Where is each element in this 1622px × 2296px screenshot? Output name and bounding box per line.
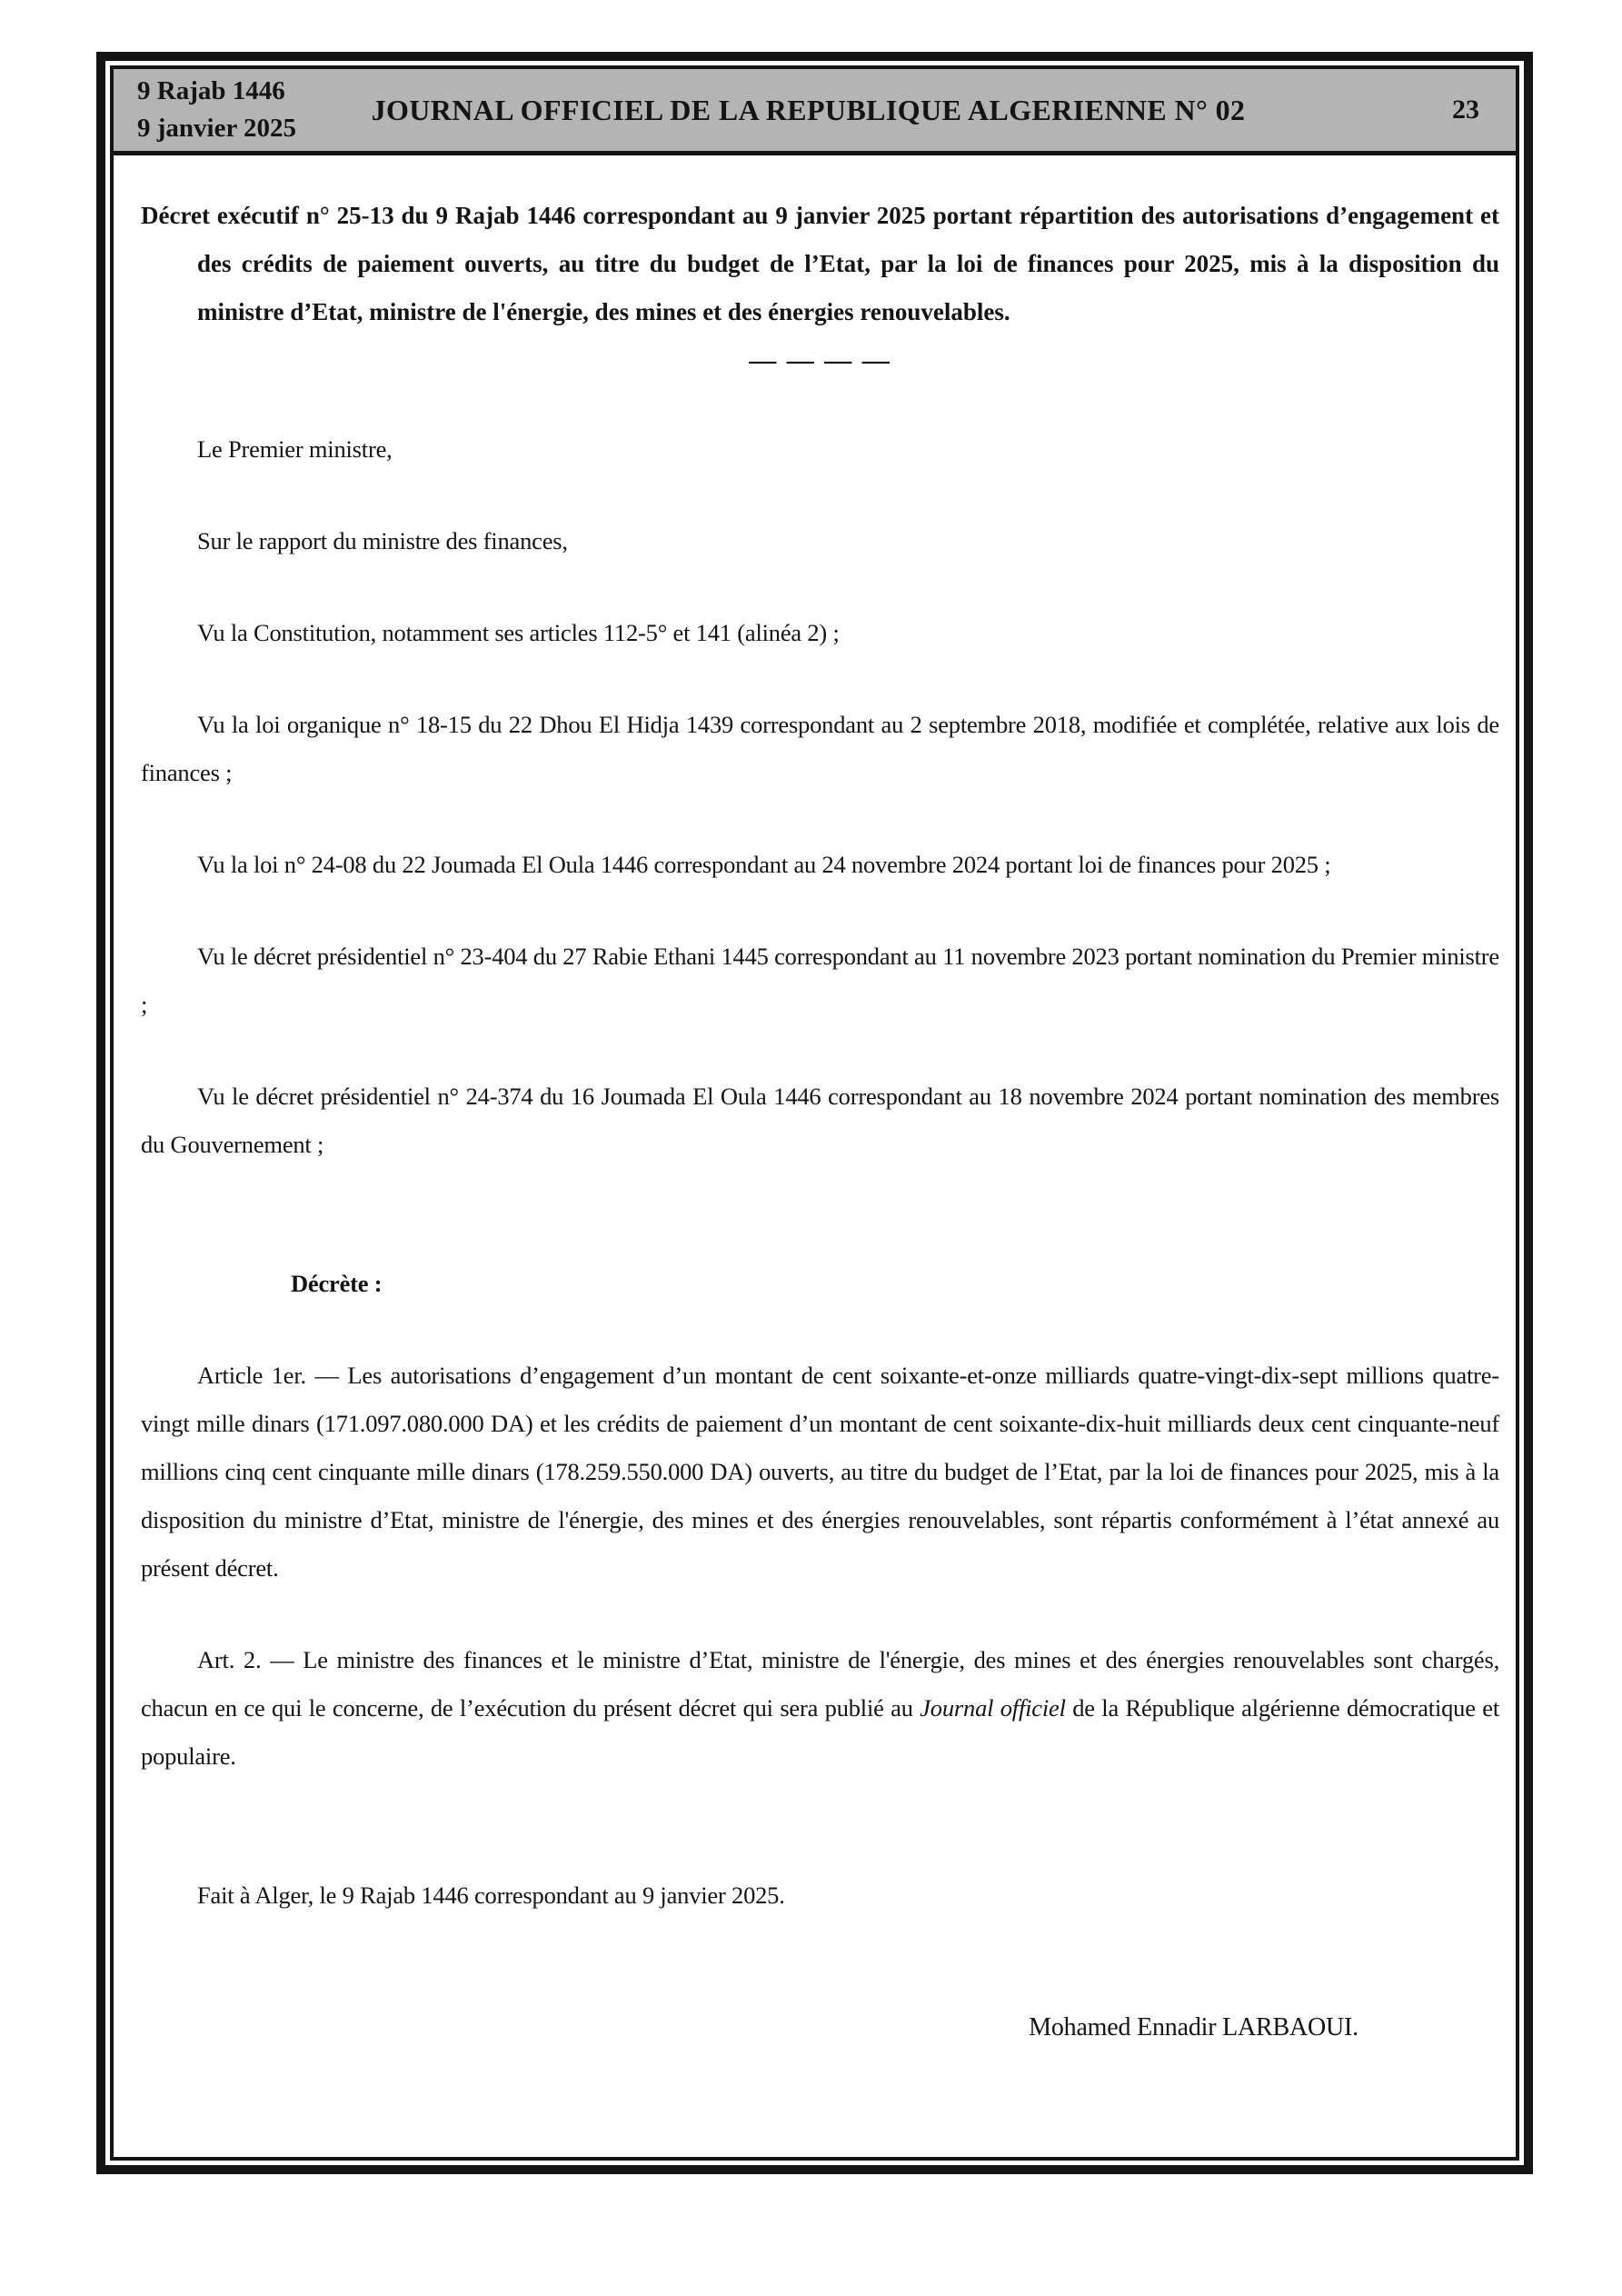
signature-place-date: Fait à Alger, le 9 Rajab 1446 correspondant au 9 janvier 2025. [197,1882,785,1909]
journal-officiel-italic: Journal officiel [920,1694,1066,1722]
page-number: 23 [1452,95,1479,125]
separator-dashes: — — — — [749,345,891,375]
decree-body [114,155,1516,2157]
preamble-paragraph: Sur le rapport du ministre des finances, [197,527,568,554]
preamble-paragraph: Vu la loi n° 24-08 du 22 Joumada El Oula 1446 correspondant au 24 novembre 2024 portant loi de finances pour 2025 ; [197,851,1331,878]
decree-title: Décret exécutif n° 25-13 du 9 Rajab 1446 correspondant au 9 janvier 2025 portant répartition des autorisations d’engagement et des crédits de paiement ouverts, au titre du budget de l’Etat, par la loi de finances pour 2025, mis à la disposition du ministre d’Etat, ministre de l'énergie, des mines et des énergies renouvelables. [141,202,1499,325]
preamble-paragraph: Vu le décret présidentiel n° 23-404 du 27 Rabie Ethani 1445 correspondant au 11 novembre 2023 portant nomination du Premier ministre ; [141,943,1499,1018]
decree-enacting-word: Décrète : [291,1270,383,1297]
page-border-frame [96,52,1533,2174]
header-date-gregorian: 9 janvier 2025 [137,114,297,143]
preamble-paragraph: Le Premier ministre, [197,435,393,463]
page-border-inner-frame [110,65,1519,2161]
preamble-paragraph: Vu la loi organique n° 18-15 du 22 Dhou El Hidja 1439 correspondant au 2 septembre 2018, modifiée et complétée, relative aux lois de finances ; [141,711,1499,786]
article-1: Article 1er. — Les autorisations d’engagement d’un montant de cent soixante-et-onze milliards quatre-vingt-dix-sept millions quatre-vingt mille dinars (171.097.080.000 DA) et les crédits de paiement d’un montant de cent soixante-dix-huit milliards deux cent cinquante-neuf millions cinq cent cinquante mille dinars (178.259.550.000 DA) ouverts, au titre du budget de l’Etat, par la loi de finances pour 2025, mis à la disposition du ministre d’Etat, ministre de l'énergie, des mines et des énergies renouvelables, sont répartis conformément à l’état annexé au présent décret. [141,1362,1499,1582]
header-date-hijri: 9 Rajab 1446 [137,76,285,105]
journal-title: JOURNAL OFFICIEL DE LA REPUBLIQUE ALGERIENNE N° 02 [371,93,1246,126]
signatory-name: Mohamed Ennadir LARBAOUI. [1029,2013,1358,2041]
header-dates [137,73,372,147]
article-2-text-after: de la République algérienne démocratique et populaire. [141,1694,1499,1770]
page-header [114,69,1516,155]
article-2-text-before: Art. 2. — Le ministre des finances et le ministre d’Etat, ministre de l'énergie, des mines et des énergies renouvelables sont chargés, chacun en ce qui le concerne, de l’exécution du présent décret qui sera publié au [141,1646,1499,1722]
preamble-paragraph: Vu la Constitution, notamment ses articles 112-5° et 141 (alinéa 2) ; [197,619,840,646]
article-2 [141,1636,1499,1781]
preamble-paragraph: Vu le décret présidentiel n° 24-374 du 16 Joumada El Oula 1446 correspondant au 18 novembre 2024 portant nomination des membres du Gouvernement ; [141,1083,1499,1158]
